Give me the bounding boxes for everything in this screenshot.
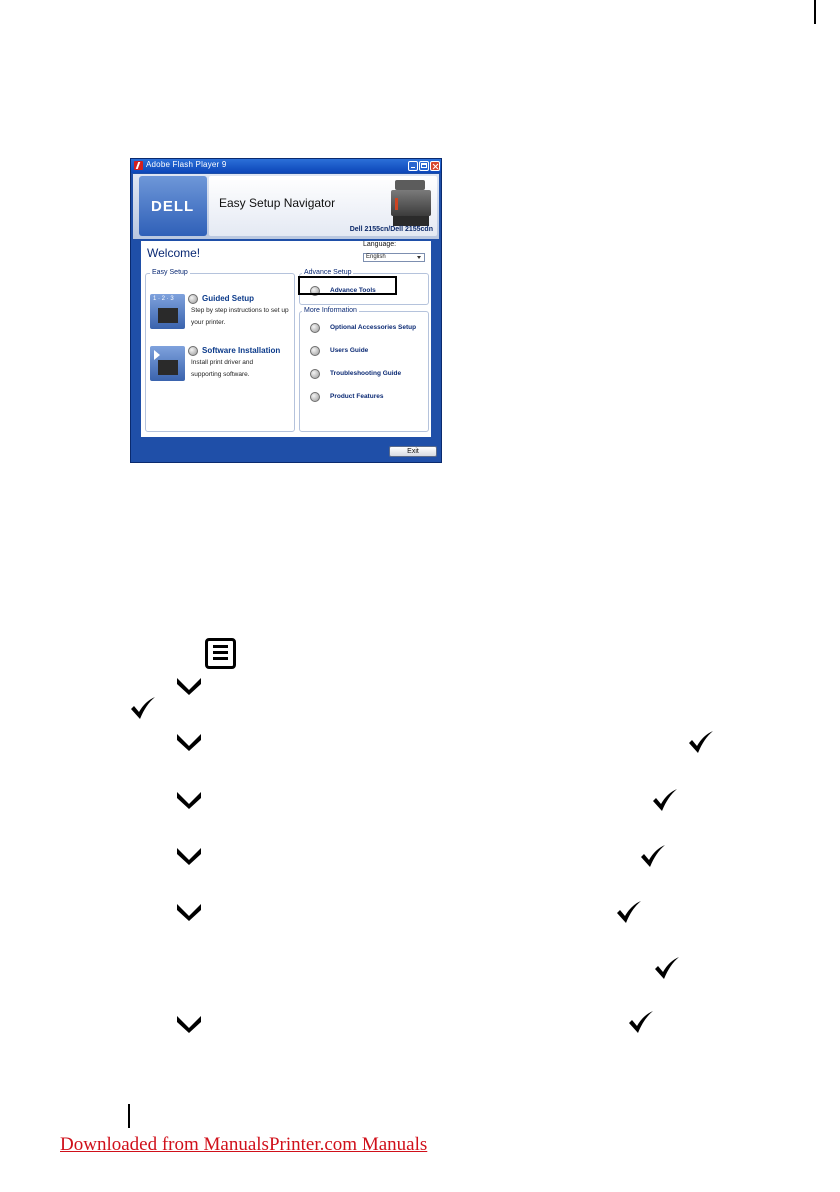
more-information-label: More Information bbox=[304, 307, 357, 314]
navigator-content bbox=[141, 241, 431, 437]
page-header-rule bbox=[814, 0, 816, 24]
guided-setup-radio[interactable] bbox=[188, 294, 198, 304]
more-information-group bbox=[299, 307, 429, 432]
dell-logo: DELL bbox=[151, 198, 195, 215]
maximize-icon[interactable] bbox=[419, 161, 429, 171]
minimize-icon[interactable] bbox=[408, 161, 418, 171]
easy-setup-label: Easy Setup bbox=[152, 269, 188, 276]
checkmark-icon bbox=[130, 696, 156, 720]
checkmark-icon bbox=[688, 730, 714, 754]
printer-model: Dell 2155cn/Dell 2155cdn bbox=[349, 226, 433, 233]
checkmark-icon bbox=[652, 788, 678, 812]
easy-setup-navigator-window bbox=[130, 158, 442, 463]
close-icon[interactable] bbox=[430, 161, 440, 171]
troubleshooting-guide-radio[interactable] bbox=[310, 369, 320, 379]
product-features-link[interactable]: Product Features bbox=[330, 393, 384, 400]
banner-panel bbox=[209, 176, 437, 236]
optional-accessories-link[interactable]: Optional Accessories Setup bbox=[330, 324, 417, 331]
software-installation-tile-icon[interactable] bbox=[150, 346, 185, 381]
flash-player-icon bbox=[134, 161, 143, 170]
manuals-download-link[interactable]: Downloaded from ManualsPrinter.com Manuals bbox=[60, 1134, 428, 1155]
users-guide-radio[interactable] bbox=[310, 346, 320, 356]
product-features-radio[interactable] bbox=[310, 392, 320, 402]
page-footer-rule bbox=[128, 1104, 130, 1128]
printer-image-icon bbox=[389, 180, 433, 228]
language-value: English bbox=[366, 254, 386, 260]
navigator-banner bbox=[133, 174, 439, 239]
dell-logo-tile bbox=[139, 176, 207, 236]
language-label: Language: bbox=[363, 241, 397, 248]
chevron-down-icon bbox=[176, 732, 202, 752]
software-installation-radio[interactable] bbox=[188, 346, 198, 356]
checkmark-icon bbox=[640, 844, 666, 868]
chevron-down-icon bbox=[416, 255, 423, 260]
window-title: Adobe Flash Player 9 bbox=[146, 160, 227, 169]
chevron-down-icon bbox=[176, 846, 202, 866]
chevron-down-icon bbox=[176, 676, 202, 696]
banner-title: Easy Setup Navigator bbox=[219, 196, 336, 210]
chevron-down-icon bbox=[176, 1014, 202, 1034]
window-titlebar bbox=[131, 159, 441, 173]
advance-tools-link[interactable]: Advance Tools bbox=[330, 287, 376, 294]
guided-setup-title[interactable]: Guided Setup bbox=[202, 294, 254, 303]
troubleshooting-guide-link[interactable]: Troubleshooting Guide bbox=[330, 370, 402, 377]
menu-icon bbox=[205, 638, 236, 669]
checkmark-icon bbox=[628, 1010, 654, 1034]
advance-setup-label: Advance Setup bbox=[304, 269, 352, 276]
optional-accessories-radio[interactable] bbox=[310, 323, 320, 333]
welcome-heading: Welcome! bbox=[147, 246, 201, 260]
software-installation-title[interactable]: Software Installation bbox=[202, 346, 281, 355]
software-installation-desc: Install print driver and supporting software. bbox=[191, 359, 254, 378]
easy-setup-group bbox=[145, 269, 295, 432]
chevron-down-icon bbox=[176, 790, 202, 810]
guided-setup-tile-icon[interactable]: 1 · 2 · 3 bbox=[150, 294, 185, 329]
advance-tools-highlight bbox=[298, 276, 397, 295]
chevron-down-icon bbox=[176, 902, 202, 922]
users-guide-link[interactable]: Users Guide bbox=[330, 347, 369, 354]
guided-setup-desc: Step by step instructions to set up your printer. bbox=[191, 307, 289, 326]
language-select[interactable] bbox=[363, 253, 425, 262]
checkmark-icon bbox=[616, 900, 642, 924]
exit-button[interactable]: Exit bbox=[389, 446, 437, 457]
checkmark-icon bbox=[654, 956, 680, 980]
